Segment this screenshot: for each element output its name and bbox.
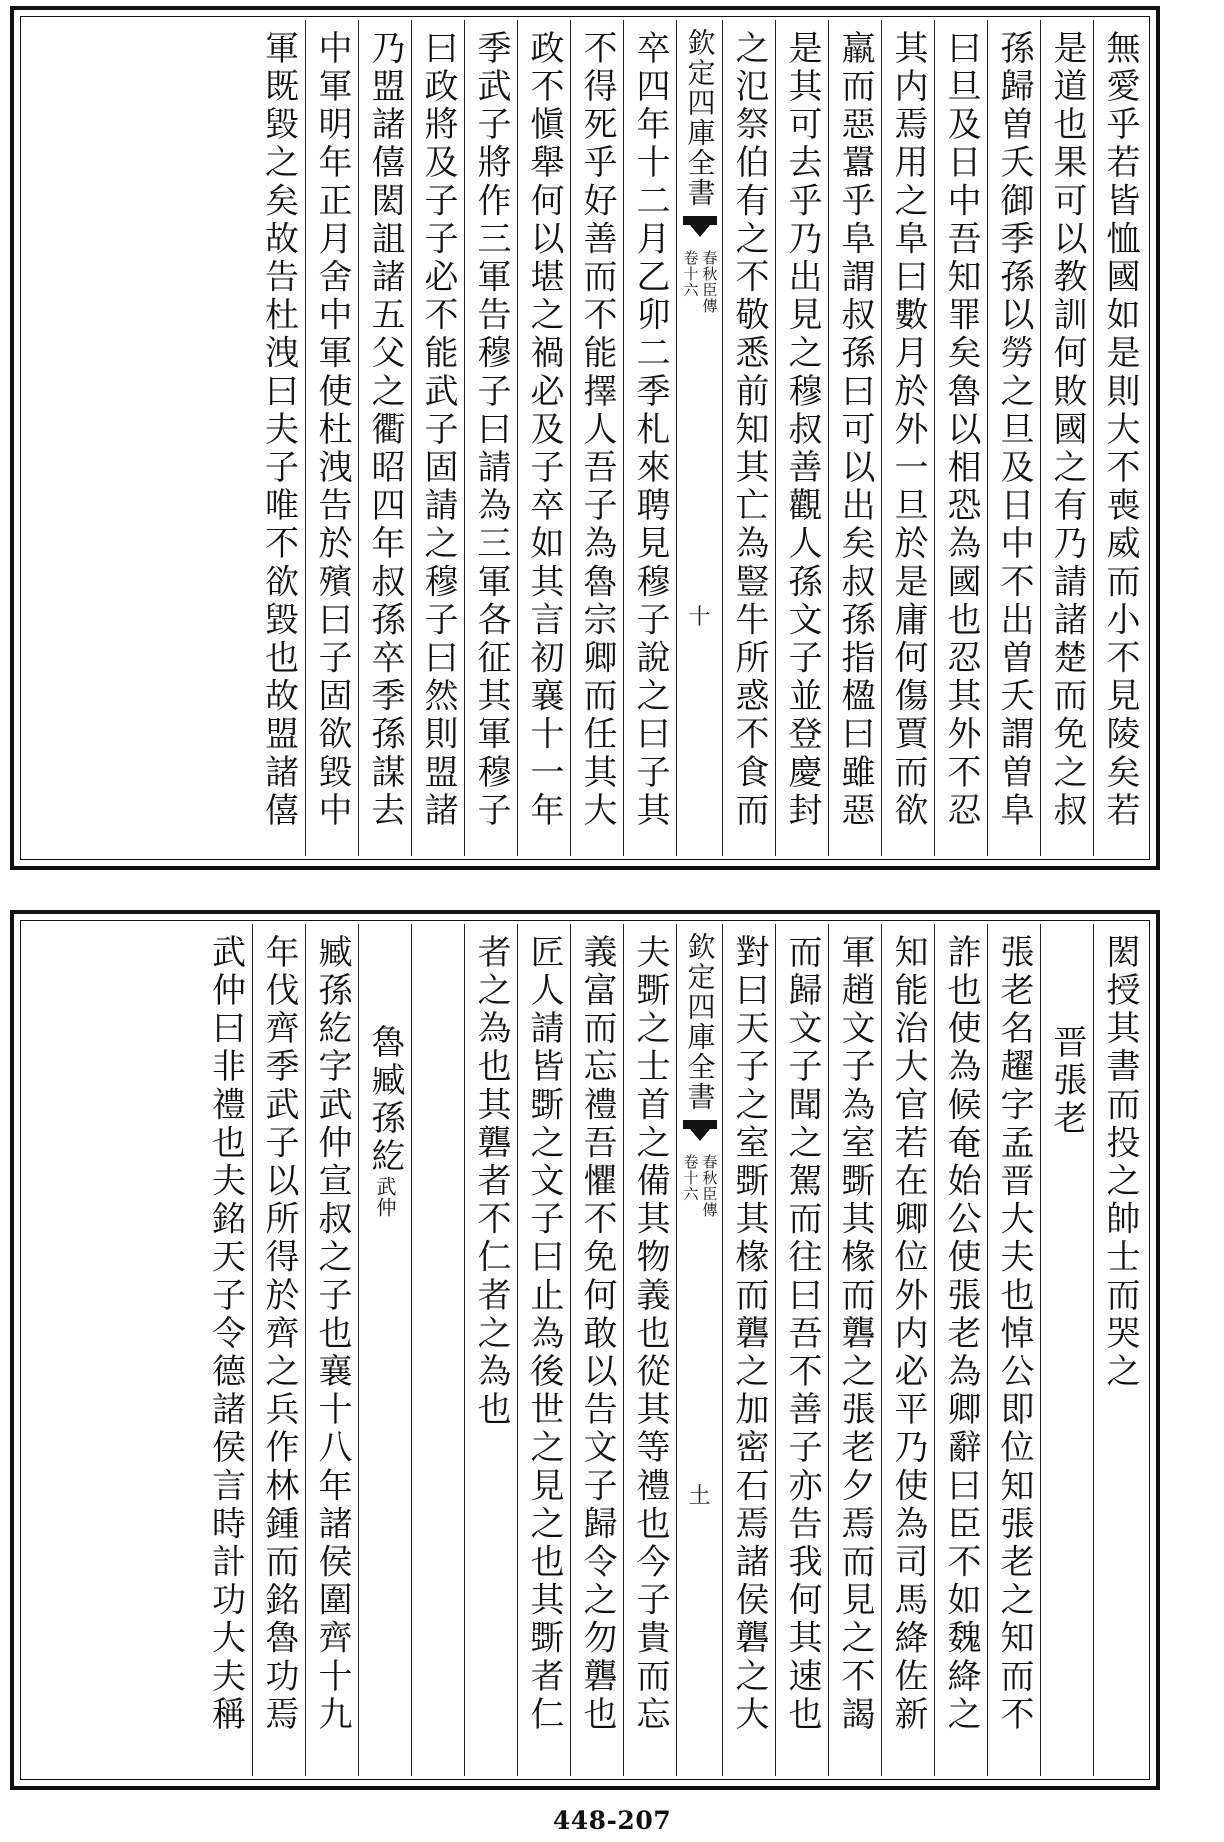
column-text: 之氾祭伯有之不敬悉前知其亡為豎牛所惑不食而 — [729, 30, 769, 831]
text-column — [722, 20, 775, 856]
text-column — [722, 924, 775, 1776]
text-column — [775, 20, 828, 856]
text-column — [199, 924, 252, 1776]
text-column — [411, 20, 464, 856]
text-column — [828, 924, 881, 1776]
text-column — [623, 20, 676, 856]
text-column — [987, 20, 1040, 856]
column-text: 臧孫紇字武仲宣叔之子也襄十八年諸侯圍齊十九 — [312, 934, 352, 1735]
column-text: 無愛乎若皆恤國如是則大不喪威而小不見陵矣若 — [1100, 30, 1140, 831]
gutter-subtitle — [682, 250, 718, 314]
heading-annotation: 武仲 — [373, 1176, 397, 1219]
fish-tail-mark-icon — [683, 216, 717, 238]
column-text: 義富而忘禮吾懼不免何敢以告文子歸令之勿礱也 — [577, 934, 617, 1735]
section-heading: 晋張老 — [1047, 1024, 1087, 1139]
column-text: 中軍明年正月舍中軍使杜洩告於殯曰子固欲毀中 — [312, 30, 352, 831]
column-text: 是道也果可以教訓何敗國之有乃請諸楚而免之叔 — [1047, 30, 1087, 831]
column-text: 知能治大官若在卿位外内必平乃使為司馬絳佐新 — [888, 934, 928, 1735]
book-title: 欽定四庫全書 — [683, 28, 717, 208]
center-gutter — [676, 20, 722, 856]
text-column — [987, 924, 1040, 1776]
column-text: 對曰天子之室斲其椽而礱之加密石焉諸侯礱之大 — [729, 934, 769, 1735]
text-column — [934, 20, 987, 856]
column-text: 羸而惡囂乎阜謂叔孫曰可以出矣叔孫指楹曰雖惡 — [835, 30, 875, 831]
column-text: 孫歸曽夭御季孫以勞之旦及日中不出曽夭謂曽阜 — [994, 30, 1034, 831]
gutter-work-title: 春秋臣傳 — [700, 1154, 719, 1218]
text-column — [464, 924, 517, 1776]
section-heading: 魯臧孫紇 — [365, 1024, 405, 1177]
column-text: 匠人請皆斲之文子曰止為後世之見之也其斲者仁 — [524, 934, 564, 1735]
column-text: 曰旦及日中吾知罪矣魯以相恐為國也忍其外不忍 — [941, 30, 981, 831]
page-folio: 448-207 — [552, 1806, 672, 1835]
text-column — [934, 924, 987, 1776]
column-text: 曰政將及子子必不能武子固請之穆子曰然則盟諸 — [418, 30, 458, 831]
lower-page-columns — [24, 924, 1146, 1776]
text-column — [881, 924, 934, 1776]
column-text: 夫斲之士首之備其物義也從其等禮也今子貴而忘 — [630, 934, 670, 1735]
text-column — [517, 924, 570, 1776]
column-text: 季武子將作三軍告穆子曰請為三軍各征其軍穆子 — [471, 30, 511, 831]
text-column — [517, 20, 570, 856]
gutter-subtitle — [682, 1154, 718, 1218]
gutter-volume: 卷十六 — [681, 1154, 700, 1202]
column-text: 卒四年十二月乙卯二季札來聘見穆子說之曰子其 — [630, 30, 670, 831]
text-column — [828, 20, 881, 856]
column-text: 乃盟諸僖閎詛諸五父之衢昭四年叔孫卒季孫謀去 — [365, 30, 405, 831]
text-column — [358, 20, 411, 856]
fish-tail-mark-icon — [683, 1120, 717, 1142]
column-text: 年伐齊季武子以所得於齊之兵作林鍾而銘魯功焉 — [259, 934, 299, 1735]
gutter-work-title: 春秋臣傳 — [700, 250, 719, 314]
text-column — [464, 20, 517, 856]
column-text: 閎授其書而投之帥士而哭之 — [1100, 934, 1140, 1392]
column-text: 而歸文子聞之駕而往曰吾不善子亦告我何其速也 — [782, 934, 822, 1735]
column-text: 張老名趯字孟晋大夫也悼公即位知張老之知而不 — [994, 934, 1034, 1735]
upper-page-columns — [24, 20, 1146, 856]
text-column — [305, 20, 358, 856]
column-text: 者之為也其礱者不仁者之為也 — [471, 934, 511, 1430]
column-text: 武仲曰非禮也夫銘天子令德諸侯言時計功大夫稱 — [205, 934, 246, 1735]
column-text: 詐也使為候奄始公使張老為卿辭曰臣不如魏絳之 — [941, 934, 981, 1735]
text-column — [305, 924, 358, 1776]
gutter-volume: 卷十六 — [681, 250, 700, 298]
blank-column — [411, 924, 464, 1776]
text-column — [570, 924, 623, 1776]
column-text: 其内焉用之阜曰數月於外一旦於是庸何傷賈而欲 — [888, 30, 928, 831]
text-column — [623, 924, 676, 1776]
column-text: 不得死乎好善而不能擇人吾子為魯宗卿而任其大 — [577, 30, 617, 831]
heading-column — [1040, 924, 1093, 1776]
column-text: 政不愼舉何以堪之禍必及子卒如其言初襄十一年 — [524, 30, 564, 831]
heading-column — [358, 924, 411, 1776]
text-column — [252, 20, 305, 856]
text-column — [1093, 20, 1146, 856]
text-column — [1040, 20, 1093, 856]
text-column — [570, 20, 623, 856]
leaf-number: 十 — [688, 605, 711, 630]
text-column — [252, 924, 305, 1776]
column-text: 是其可去乎乃出見之穆叔善觀人孫文子並登慶封 — [782, 30, 822, 831]
lower-page — [10, 910, 1160, 1790]
text-column — [775, 924, 828, 1776]
upper-page — [10, 6, 1160, 870]
text-column — [1093, 924, 1146, 1776]
text-column — [881, 20, 934, 856]
column-text: 軍趙文子為室斲其椽而礱之張老夕焉而見之不謁 — [835, 934, 875, 1735]
book-title: 欽定四庫全書 — [683, 932, 717, 1112]
column-text: 軍既毀之矣故告杜洩曰夫子唯不欲毀也故盟諸僖 — [258, 30, 299, 831]
leaf-number: 土 — [688, 1484, 711, 1509]
center-gutter — [676, 924, 722, 1776]
